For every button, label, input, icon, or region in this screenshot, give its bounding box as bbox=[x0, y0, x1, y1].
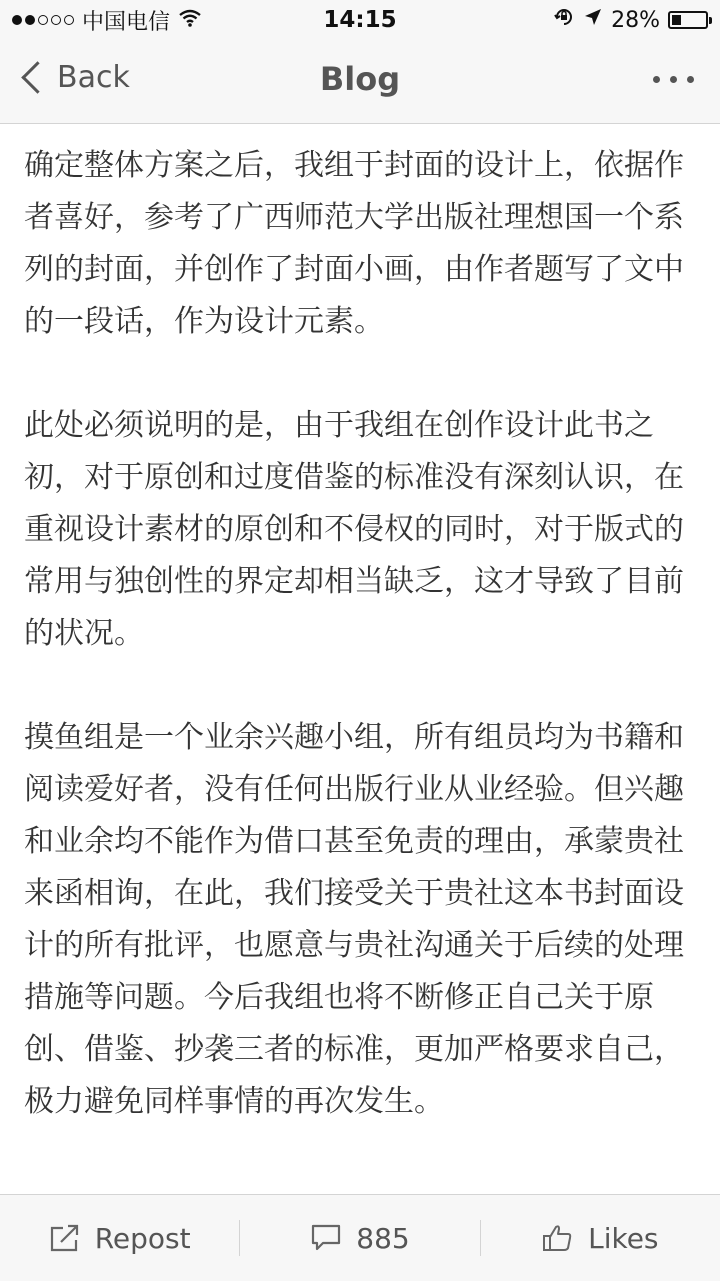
signal-strength-icon bbox=[12, 15, 74, 25]
article-content bbox=[24, 140, 684, 1180]
more-dots-icon[interactable] bbox=[653, 76, 694, 83]
battery-fill bbox=[672, 15, 681, 25]
repost-label: Repost bbox=[94, 1221, 191, 1255]
back-label: Back bbox=[57, 60, 130, 95]
orientation-lock-icon bbox=[553, 6, 575, 34]
location-arrow-icon bbox=[583, 7, 603, 33]
status-bar bbox=[0, 0, 720, 40]
likes-label: Likes bbox=[588, 1221, 659, 1255]
status-right bbox=[553, 6, 708, 34]
repost-button[interactable] bbox=[0, 1220, 239, 1256]
comment-icon bbox=[310, 1223, 342, 1253]
comments-count: 885 bbox=[356, 1221, 410, 1255]
navigation-bar bbox=[0, 40, 720, 124]
battery-icon bbox=[668, 11, 708, 29]
chevron-left-icon bbox=[21, 61, 54, 94]
status-time: 14:15 bbox=[323, 7, 397, 33]
carrier-name: 中国电信 bbox=[82, 9, 171, 35]
status-left bbox=[12, 5, 202, 36]
battery-percent: 28% bbox=[611, 7, 660, 33]
back-button[interactable] bbox=[20, 60, 130, 95]
wifi-icon bbox=[178, 8, 202, 33]
article-paragraph: 摸鱼组是一个业余兴趣小组，所有组员均为书籍和阅读爱好者，没有任何出版行业从业经验。但兴趣和业余均不能作为借口甚至免责的理由，承蒙贵社来函相询，在此，我们接受关于贵社这本书封面设计的所有批评，也愿意与贵社沟通关于后续的处理措施等问题。今后我组也将不断修正自己关于原创、借鉴、抄袭三者的标准，更加严格要求自己，极力避免同样事情的再次发生。 bbox=[24, 720, 684, 1119]
page-title: Blog bbox=[319, 60, 401, 98]
repost-icon bbox=[49, 1223, 81, 1253]
likes-button[interactable] bbox=[481, 1220, 720, 1256]
comments-button[interactable] bbox=[240, 1220, 479, 1256]
bottom-toolbar bbox=[0, 1194, 720, 1281]
article-paragraph: 确定整体方案之后，我组于封面的设计上，依据作者喜好，参考了广西师范大学出版社理想国一个系列的封面，并创作了封面小画，由作者题写了文中的一段话，作为设计元素。 bbox=[24, 148, 684, 339]
thumbs-up-icon bbox=[542, 1223, 574, 1253]
article-paragraph: 此处必须说明的是，由于我组在创作设计此书之初，对于原创和过度借鉴的标准没有深刻认识，在重视设计素材的原创和不侵权的同时，对于版式的常用与独创性的界定却相当缺乏，这才导致了目前的状况。 bbox=[24, 408, 684, 651]
